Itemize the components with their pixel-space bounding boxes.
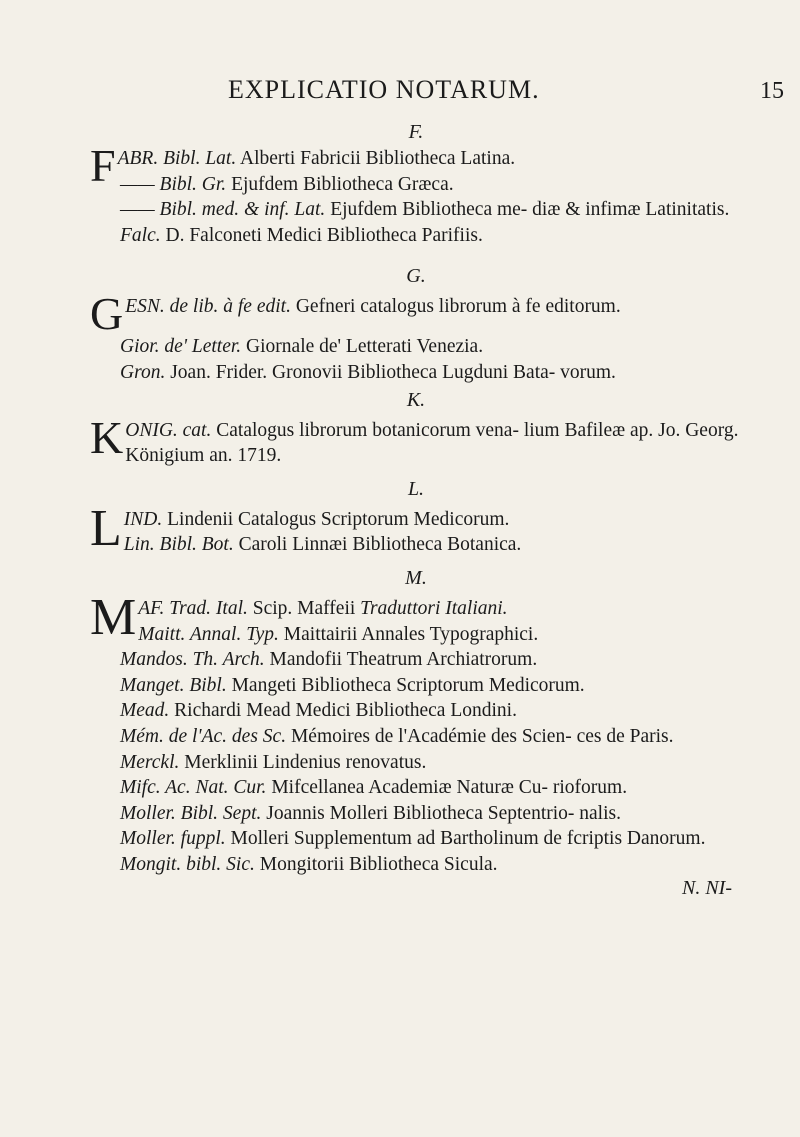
entry-description: Mandofii Theatrum Archiatrorum. (264, 649, 538, 671)
section-heading-g: G. (406, 265, 426, 288)
entry-manget (90, 673, 742, 699)
entry-description: Joannis Molleri Bibliotheca Septentrio- nalis. (261, 802, 621, 824)
entry-konig-cat (90, 411, 742, 469)
drop-cap: L (90, 499, 122, 557)
entry-abbreviation: ONIG. cat. (125, 419, 212, 441)
header-title: EXPLICATIO NOTARUM. (228, 75, 540, 104)
entry-mem-ac-sc (90, 724, 742, 750)
drop-cap: K (90, 411, 124, 463)
entry-description: Alberti Fabricii Bibliotheca Latina. (236, 148, 516, 169)
entry-description: Mongitorii Bibliotheca Sicula. (254, 853, 498, 875)
entry-abbreviation: ABR. Bibl. Lat. (117, 148, 237, 169)
entry-abbreviation: Falc. (120, 224, 161, 246)
entry-abbreviation: Gron. (120, 361, 166, 383)
entry-abbreviation: —— Bibl. med. & inf. Lat. (120, 199, 326, 221)
entry-gior-letter (90, 334, 742, 360)
entry-description: Gefneri catalogus librorum à fe editorum. (290, 296, 621, 318)
entry-abbreviation: AF. Trad. Ital. (138, 597, 248, 619)
entry-moller-suppl (90, 826, 742, 852)
entry-description: Mangeti Bibliotheca Scriptorum Medicorum. (226, 674, 585, 696)
entry-description: Merklinii Lindenius renovatus. (179, 751, 427, 773)
entry-gron (90, 360, 742, 386)
entry-mead (90, 698, 742, 724)
entry-merckl (90, 750, 742, 776)
entry-abbreviation: Moller. Bibl. Sept. (120, 802, 262, 824)
entry-description: Mémoires de l'Académie des Scien- ces de Paris. (286, 725, 674, 747)
entry-misc-ac-nat-cur (90, 775, 742, 801)
entry-abbreviation: Lin. Bibl. Bot. (123, 534, 234, 556)
section-heading-f: F. (408, 121, 424, 143)
drop-cap: G (90, 288, 124, 340)
entry-description: Caroli Linnæi Bibliotheca Botanica. (233, 534, 522, 556)
drop-cap: M (90, 588, 137, 646)
entry-description: D. Falconeti Medici Bibliotheca Parifiis. (160, 224, 483, 246)
entry-bibl-gr (90, 172, 742, 198)
entry-description: Giornale de' Letterati Venezia. (241, 336, 484, 358)
entry-description: Maittairii Annales Typographici. (278, 623, 539, 645)
entry-description: Ejufdem Bibliotheca Græca. (226, 173, 454, 195)
text-block (90, 118, 742, 900)
entry-abbreviation: Gior. de' Letter. (120, 336, 242, 358)
entry-abbreviation: —— Bibl. Gr. (120, 173, 227, 195)
entry-falc (90, 223, 742, 249)
entry-description: Ejufdem Bibliotheca me- diæ & infimæ Latinitatis. (325, 199, 730, 221)
entry-maitt-annal (90, 622, 742, 648)
entry-description: Scip. Maffeii (247, 597, 361, 619)
running-header (0, 75, 800, 115)
entry-abbreviation: IND. (123, 508, 163, 530)
entry-abbreviation: Mongit. bibl. Sic. (120, 853, 255, 875)
entry-abbreviation: Mead. (120, 700, 170, 722)
entry-mongit-bibl-sic (90, 852, 742, 878)
section-heading-k: K. (406, 388, 426, 411)
entry-description: Lindenii Catalogus Scriptorum Medicorum. (162, 508, 510, 530)
entry-description: Richardi Mead Medici Bibliotheca Londini. (169, 700, 517, 722)
entry-mandos (90, 647, 742, 673)
entry-bibl-med (90, 197, 742, 223)
entry-abbreviation: ESN. de lib. à fe edit. (125, 296, 291, 318)
entry-abbreviation: Moller. fuppl. (120, 828, 226, 850)
page-number: 15 (760, 78, 784, 104)
entry-description: Joan. Frider. Gronovii Bibliotheca Lugduni Bata- vorum. (165, 361, 616, 383)
section-heading-l: L. (407, 477, 425, 500)
drop-cap: F (90, 140, 116, 191)
entry-abbreviation: Merckl. (120, 751, 180, 773)
section-heading-m: M. (405, 566, 427, 589)
entry-abbreviation: Mém. de l'Ac. des Sc. (120, 725, 287, 747)
entry-abbreviation: Mifc. Ac. Nat. Cur. (120, 777, 267, 799)
entry-abbreviation: Manget. Bibl. (120, 674, 227, 696)
entry-description: Mifcellanea Academiæ Naturæ Cu- rioforum. (266, 777, 628, 799)
entry-moller-bibl-sept (90, 801, 742, 827)
entry-abbreviation: Maitt. Annal. Typ. (138, 623, 279, 645)
entry-lin-bibl-bot (90, 532, 742, 558)
catchword: N. NI- (682, 877, 732, 900)
entry-gesn (90, 288, 742, 340)
entry-description: Catalogus librorum botanicorum vena- lium Bafileæ ap. Jo. Georg. Königium an. 1719. (125, 419, 739, 467)
entry-italic-title: Traduttori Italiani. (360, 597, 508, 619)
entry-description: Molleri Supplementum ad Bartholinum de fcriptis Danorum. (225, 828, 706, 850)
entry-abbreviation: Mandos. Th. Arch. (120, 649, 265, 671)
